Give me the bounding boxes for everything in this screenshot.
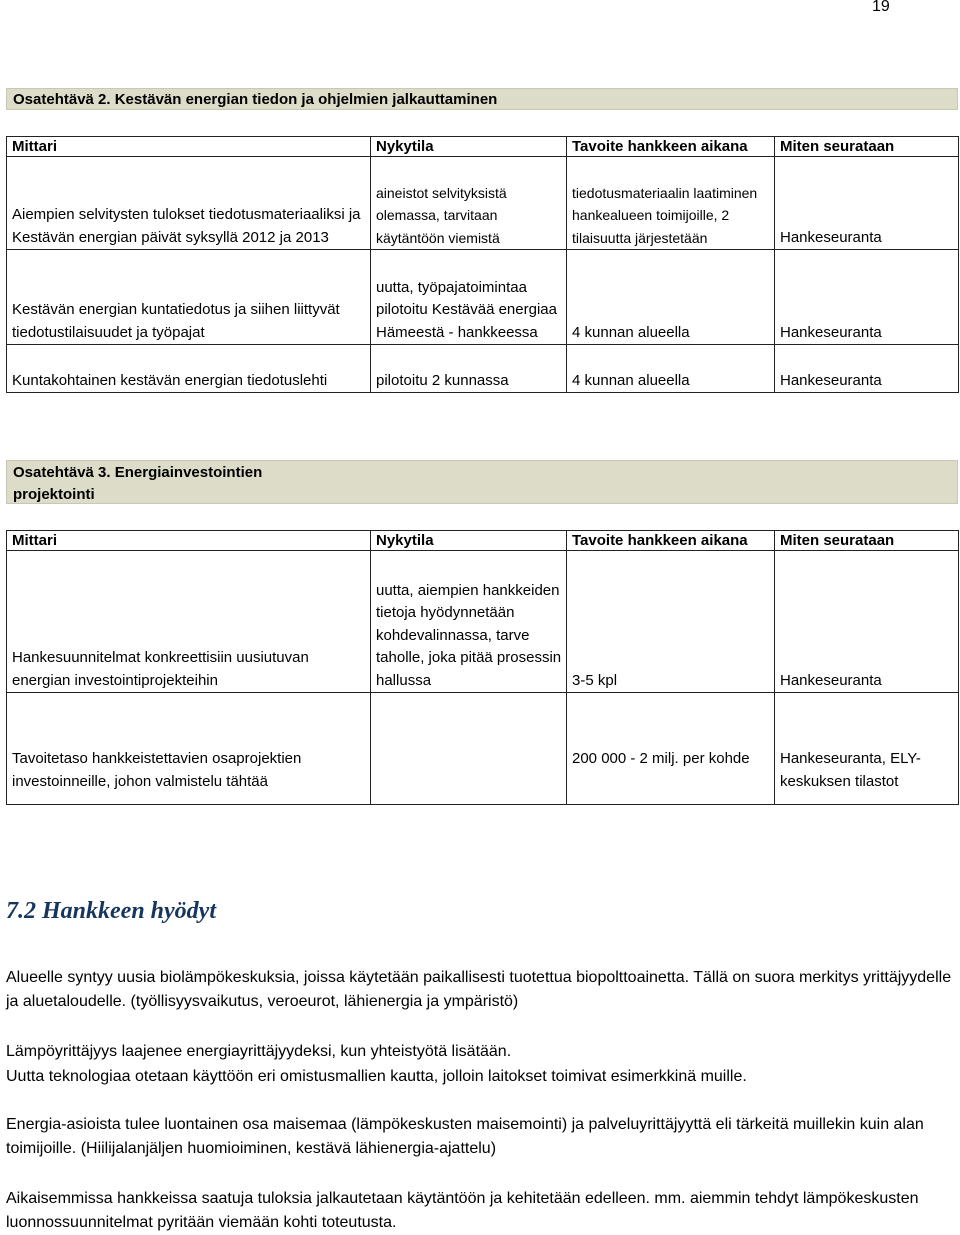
cell-seuranta: Hankeseuranta [775,345,959,393]
cell-tavoite: 4 kunnan alueella [567,345,775,393]
table-row [7,551,959,693]
cell-mittari: Tavoitetaso hankkeistettavien osaprojektien investoinneille, johon valmistelu tähtää [7,693,371,805]
benefit-paragraph: Lämpöyrittäjyys laajenee energiayrittäjyydeksi, kun yhteistyötä lisätään. [6,1043,512,1060]
cell-mittari: Kuntakohtainen kestävän energian tiedotuslehti [7,345,371,393]
cell-seuranta: Hankeseuranta [775,250,959,345]
header-tavoite: Tavoite hankkeen aikana [567,137,775,157]
cell-tavoite: tiedotusmateriaalin laatiminen hankealueen toimijoille, 2 tilaisuutta järjestetään [567,157,775,250]
table-row [7,345,959,393]
table-row [7,157,959,250]
header-mittari: Mittari [7,531,371,551]
header-seuranta: Miten seurataan [775,137,959,157]
task3-table [6,530,959,805]
task3-heading-bar [6,460,958,504]
cell-nykytila: pilotoitu 2 kunnassa [371,345,567,393]
task2-header-row [7,137,959,157]
task2-table [6,136,959,393]
cell-tavoite: 3-5 kpl [567,551,775,693]
task3-heading: Osatehtävä 3. Energiainvestointien projektointi [13,464,263,503]
header-nykytila: Nykytila [371,531,567,551]
benefit-paragraph: Aikaisemmissa hankkeissa saatuja tuloksia jalkautetaan käytäntöön ja kehitetään edelleen. mm. aiemmin tehdyt lämpökeskusten luonnossuunnitelmat pyritään viemään kohti toteutusta. [6,1190,919,1231]
cell-nykytila: uutta, aiempien hankkeiden tietoja hyödynnetään kohdevalinnassa, tarve taholle, joka pitää prosessin hallussa [371,551,567,693]
page-number: 19 [872,0,890,15]
header-tavoite: Tavoite hankkeen aikana [567,531,775,551]
table-row [7,250,959,345]
header-seuranta: Miten seurataan [775,531,959,551]
cell-nykytila [371,693,567,805]
cell-mittari: Kestävän energian kuntatiedotus ja siihen liittyvät tiedotustilaisuudet ja työpajat [7,250,371,345]
cell-seuranta: Hankeseuranta [775,551,959,693]
benefit-paragraph: Energia-asioista tulee luontainen osa maisemaa (lämpökeskusten maisemointi) ja palveluyrittäjyyttä eli tärkeitä muillekin kuin alan toimijoille. (Hiilijalanjäljen huomioiminen, kestävä lähienergia-ajattelu) [6,1116,924,1157]
benefit-paragraph: Uutta teknologiaa otetaan käyttöön eri omistusmallien kautta, jolloin laitokset toimivat esimerkkinä muille. [6,1068,747,1085]
cell-seuranta: Hankeseuranta [775,157,959,250]
cell-seuranta: Hankeseuranta, ELY-keskuksen tilastot [775,693,959,805]
header-nykytila: Nykytila [371,137,567,157]
task3-header-row [7,531,959,551]
cell-mittari: Aiempien selvitysten tulokset tiedotusmateriaaliksi ja Kestävän energian päivät syksyllä 2012 ja 2013 [7,157,371,250]
task2-heading: Osatehtävä 2. Kestävän energian tiedon ja ohjelmien jalkauttaminen [6,88,958,110]
cell-tavoite: 4 kunnan alueella [567,250,775,345]
table-row [7,693,959,805]
header-mittari: Mittari [7,137,371,157]
cell-nykytila: aineistot selvityksistä olemassa, tarvitaan käytäntöön viemistä [371,157,567,250]
section-title: 7.2 Hankkeen hyödyt [6,898,216,924]
cell-nykytila: uutta, työpajatoimintaa pilotoitu Kestävää energiaa Hämeestä - hankkeessa [371,250,567,345]
benefit-paragraph: Alueelle syntyy uusia biolämpökeskuksia, joissa käytetään paikallisesti tuotettua biopolttoainetta. Tällä on suora merkitys yrittäjyydelle ja aluetaloudelle. (työllisyysvaikutus, veroeurot, lähienergia ja ympäristö) [6,969,952,1010]
cell-tavoite: 200 000 - 2 milj. per kohde [567,693,775,805]
cell-mittari: Hankesuunnitelmat konkreettisiin uusiutuvan energian investointiprojekteihin [7,551,371,693]
